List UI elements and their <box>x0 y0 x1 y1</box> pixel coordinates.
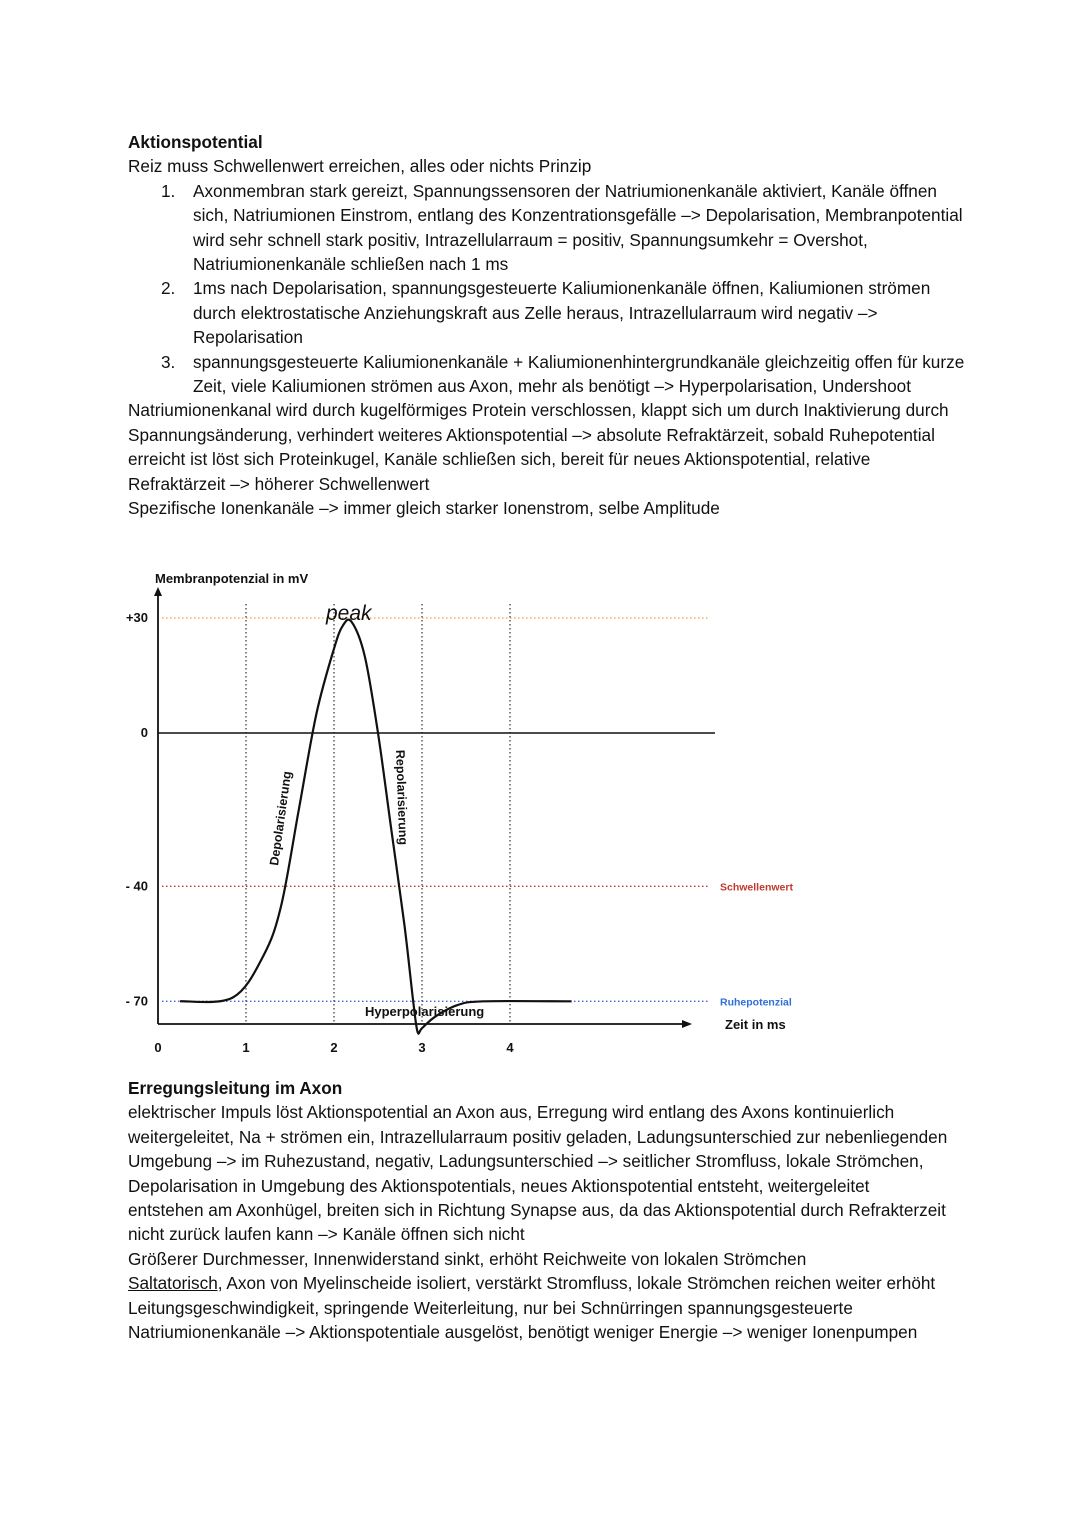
paragraph-ionenkanaele: Spezifische Ionenkanäle –> immer gleich starker Ionenstrom, selbe Amplitude <box>128 498 720 519</box>
list-number: 2. <box>161 278 176 299</box>
y-tick-label: 0 <box>140 725 148 740</box>
x-tick-label: 2 <box>330 1040 338 1055</box>
paragraph-saltatorisch <box>128 1271 968 1344</box>
action-potential-chart <box>108 560 828 1060</box>
y-tick-label: - 70 <box>125 993 148 1009</box>
saltatorisch-text: Axon von Myelinscheide isoliert, verstärkt Stromfluss, lokale Strömchen reichen weiter erhöht Leitungsgeschwindigkeit, springende Weiterleitung, nur bei Schnürringen spannungsgesteuerte Natriumionenkanäle –> Aktionspotentiale ausgelöst, benötigt weniger Energie –> weniger Ionenpumpen <box>128 1273 936 1343</box>
y-tick-label: +30 <box>125 610 148 625</box>
x-tick-label: 0 <box>154 1040 162 1055</box>
saltatorisch-label: Saltatorisch, <box>128 1273 223 1294</box>
annotation-hyperpolarisierung: Hyperpolarisierung <box>365 1004 485 1019</box>
y-tick-label: - 40 <box>125 878 148 894</box>
annotation-depolarisierung: Depolarisierung <box>267 770 295 867</box>
x-tick-label: 3 <box>418 1040 426 1055</box>
list-item-text: 1ms nach Depolarisation, spannungsgesteuerte Kaliumionenkanäle öffnen, Kaliumionen strömen durch elektrostatische Anziehungskraft aus Zelle heraus, Intrazellularraum wird negativ –> Repolarisation <box>193 278 931 348</box>
list-item-text: Axonmembran stark gereizt, Spannungssensoren der Natriumionenkanäle aktiviert, Kanäle öffnen sich, Natriumionen Einstrom, entlang des Konzentrationsgefälle –> Depolarisation, Membranpotential wird sehr schnell stark positiv, Intrazellularraum = positiv, Spannungsumkehr = Overshot, Natriumionenkanäle schließen nach 1 ms <box>193 180 963 275</box>
paragraph-kontinuierlich: elektrischer Impuls löst Aktionspotential an Axon aus, Erregung wird entlang des Axons kontinuierlich weitergeleitet, Na + strömen ein, Intrazellularraum positiv geladen, Ladungsunterschied zur nebenliegenden Umgebung –> im Ruhezustand, negativ, Ladungsunterschied –> seitlicher Stromfluss, lokale Strömchen, Depolarisation in Umgebung des Aktionspotentials, neues Aktionspotential entsteht, weitergeleitet <box>128 1102 948 1196</box>
list-item-text: spannungsgesteuerte Kaliumionenkanäle + Kaliumionenhintergrundkanäle gleichzeitig offen für kurze Zeit, viele Kaliumionen strömen aus Axon, mehr als benötigt –> Hyperpolarisation, Undershoot <box>193 351 965 397</box>
x-tick-label: 1 <box>242 1040 250 1055</box>
x-tick-label: 4 <box>506 1040 514 1055</box>
intro-text: Reiz muss Schwellenwert erreichen, alles oder nichts Prinzip <box>128 156 592 177</box>
annotation-peak: peak <box>326 602 372 625</box>
paragraph-axonhuegel: entstehen am Axonhügel, breiten sich in Richtung Synapse aus, da das Aktionspotential durch Refrakterzeit nicht zurück laufen kann –> Kanäle öffnen sich nicht <box>128 1200 946 1245</box>
list-number: 3. <box>161 351 176 372</box>
reference-line-label: Ruhepotenzial <box>720 996 792 1009</box>
list-item <box>128 179 968 277</box>
y-axis-label: Membranpotenzial in mV <box>155 571 309 586</box>
paragraph-refraktaerzeit: Natriumionenkanal wird durch kugelförmiges Protein verschlossen, klappt sich um durch Inaktivierung durch Spannungsänderung, verhindert weiteres Aktionspotential –> absolute Refraktärzeit, sobald Ruhepotential erreicht ist löst sich Proteinkugel, Kanäle schließen sich, bereit für neues Aktionspotential, relative Refraktärzeit –> höherer Schwellenwert <box>128 400 949 494</box>
heading-erregungsleitung: Erregungsleitung im Axon <box>128 1078 343 1098</box>
membrane-potential-curve <box>180 620 572 1034</box>
section-aktionspotential <box>128 130 968 521</box>
heading-aktionspotential: Aktionspotential <box>128 132 263 152</box>
annotation-repolarisierung: Repolarisierung <box>393 749 411 846</box>
list-number: 1. <box>161 180 176 201</box>
numbered-list <box>128 179 968 399</box>
list-item <box>128 350 968 399</box>
y-axis-arrow <box>154 587 162 596</box>
paragraph-durchmesser: Größerer Durchmesser, Innenwiderstand sinkt, erhöht Reichweite von lokalen Strömchen <box>128 1248 807 1269</box>
section-erregungsleitung <box>128 1076 968 1344</box>
x-axis-label: Zeit in ms <box>725 1017 786 1032</box>
x-axis-arrow <box>682 1020 692 1028</box>
list-item <box>128 276 968 349</box>
reference-line-label: Schwellenwert <box>720 881 793 894</box>
